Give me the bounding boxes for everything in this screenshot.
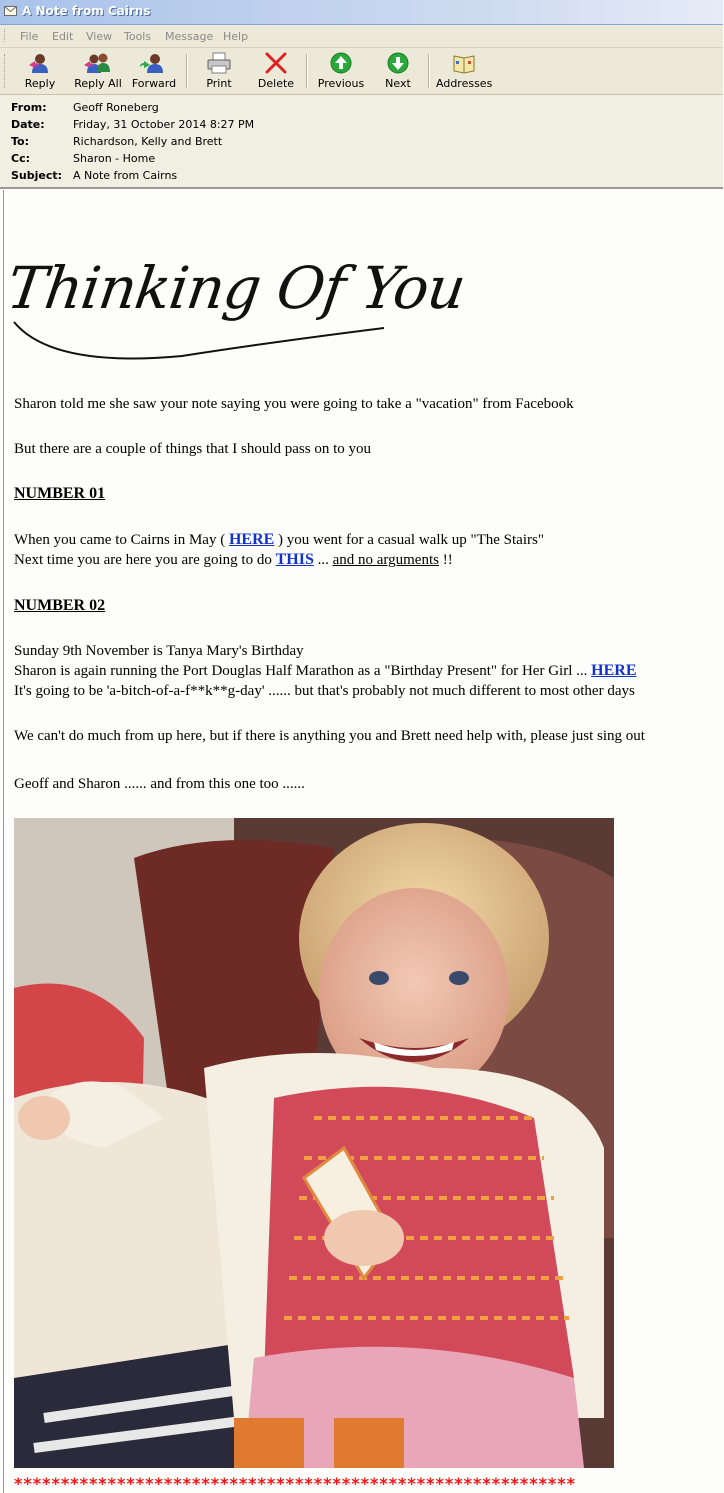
- text-segment: ) you went for a casual walk up "The Stairs": [274, 532, 544, 548]
- menu-edit[interactable]: Edit: [52, 30, 74, 43]
- paragraph-help-offer: We can't do much from up here, but if there is anything you and Brett need help with, please just sing out: [14, 728, 645, 744]
- cc-value[interactable]: Sharon - Home: [73, 152, 156, 165]
- reply-icon: [27, 52, 53, 74]
- paragraph-facebook: Sharon told me she saw your note saying you were going to take a "vacation" from Facebook: [14, 396, 574, 412]
- to-label: To:: [11, 135, 29, 148]
- toddler-photo: [14, 818, 614, 1468]
- menu-file[interactable]: File: [20, 30, 39, 43]
- paragraph-day-note: It's going to be 'a-bitch-of-a-f**k**g-day' ...... but that's probably not much different to most other days: [14, 683, 635, 699]
- from-label: From:: [11, 101, 47, 114]
- previous-button[interactable]: [316, 50, 366, 92]
- subject-value: A Note from Cairns: [73, 169, 178, 182]
- here-link-may[interactable]: HERE: [228, 531, 275, 548]
- photo-image: [14, 818, 614, 1468]
- addresses-label: Addresses: [436, 77, 493, 90]
- print-button[interactable]: [200, 50, 238, 92]
- heading-number-02: NUMBER 02: [14, 597, 106, 614]
- toolbar-separator: [428, 54, 430, 88]
- text-segment: Next time you are here you are going to do: [14, 552, 276, 568]
- heading-number-01: NUMBER 01: [14, 485, 106, 502]
- this-link[interactable]: THIS: [275, 551, 314, 568]
- envelope-icon: [4, 5, 17, 17]
- toolbar-separator: [186, 54, 188, 88]
- paragraph-next-time: [14, 550, 453, 570]
- paragraph-signoff: Geoff and Sharon ...... and from this one too ......: [14, 776, 305, 792]
- arrow-up-icon: [329, 52, 353, 74]
- menu-bar: [0, 25, 723, 48]
- reply-all-icon: [83, 52, 113, 74]
- paragraph-pass-on: But there are a couple of things that I should pass on to you: [14, 441, 372, 457]
- menu-help[interactable]: Help: [223, 30, 249, 43]
- subject-label: Subject:: [11, 169, 63, 182]
- reply-all-button[interactable]: [72, 50, 124, 92]
- to-value[interactable]: Richardson, Kelly and Brett: [73, 135, 223, 148]
- addresses-button[interactable]: [436, 50, 492, 92]
- reply-button[interactable]: [18, 50, 62, 92]
- reply-label: Reply: [24, 77, 56, 90]
- date-label: Date:: [11, 118, 45, 131]
- text-segment: When you came to Cairns in May (: [14, 532, 229, 548]
- next-button[interactable]: [380, 50, 416, 92]
- toolbar-separator: [306, 54, 308, 88]
- paragraph-marathon: [14, 661, 636, 681]
- message-body: [3, 190, 724, 1493]
- print-label: Print: [206, 77, 232, 90]
- paragraph-birthday: Sunday 9th November is Tanya Mary's Birthday: [14, 643, 304, 659]
- window-title: A Note from Cairns: [22, 4, 151, 18]
- text-segment: ...: [313, 552, 333, 568]
- toolbar-grip: [4, 54, 7, 88]
- delete-x-icon: [264, 52, 288, 74]
- forward-button[interactable]: [130, 50, 178, 92]
- menu-message[interactable]: Message: [165, 30, 214, 43]
- message-header: [0, 95, 723, 189]
- paragraph-cairns-may: [14, 530, 544, 550]
- from-value[interactable]: Geoff Roneberg: [73, 101, 159, 114]
- date-value: Friday, 31 October 2014 8:27 PM: [73, 118, 255, 131]
- menu-view[interactable]: View: [86, 30, 113, 43]
- thinking-of-you-banner: [3, 230, 469, 370]
- menu-grip: [4, 29, 7, 42]
- asterisk-divider: ************************************************************: [14, 1474, 577, 1493]
- cc-label: Cc:: [11, 152, 30, 165]
- forward-icon: [140, 52, 168, 74]
- reply-all-label: Reply All: [74, 77, 122, 90]
- printer-icon: [206, 52, 232, 74]
- menu-tools[interactable]: Tools: [124, 30, 152, 43]
- address-book-icon: [451, 52, 477, 74]
- banner-text: Thinking Of You: [3, 254, 469, 322]
- arrow-down-icon: [386, 52, 410, 74]
- next-label: Next: [385, 77, 411, 90]
- text-segment: !!: [438, 552, 453, 568]
- delete-label: Delete: [257, 77, 295, 90]
- here-link-marathon[interactable]: HERE: [591, 662, 637, 679]
- delete-button[interactable]: [254, 50, 298, 92]
- text-segment: Sharon is again running the Port Douglas Half Marathon as a "Birthday Present" for Her Girl ...: [14, 663, 592, 679]
- window-title-bar: [0, 0, 723, 25]
- toolbar: [0, 48, 723, 95]
- forward-label: Forward: [131, 77, 177, 90]
- no-arguments-text: and no arguments: [332, 552, 439, 568]
- previous-label: Previous: [317, 77, 365, 90]
